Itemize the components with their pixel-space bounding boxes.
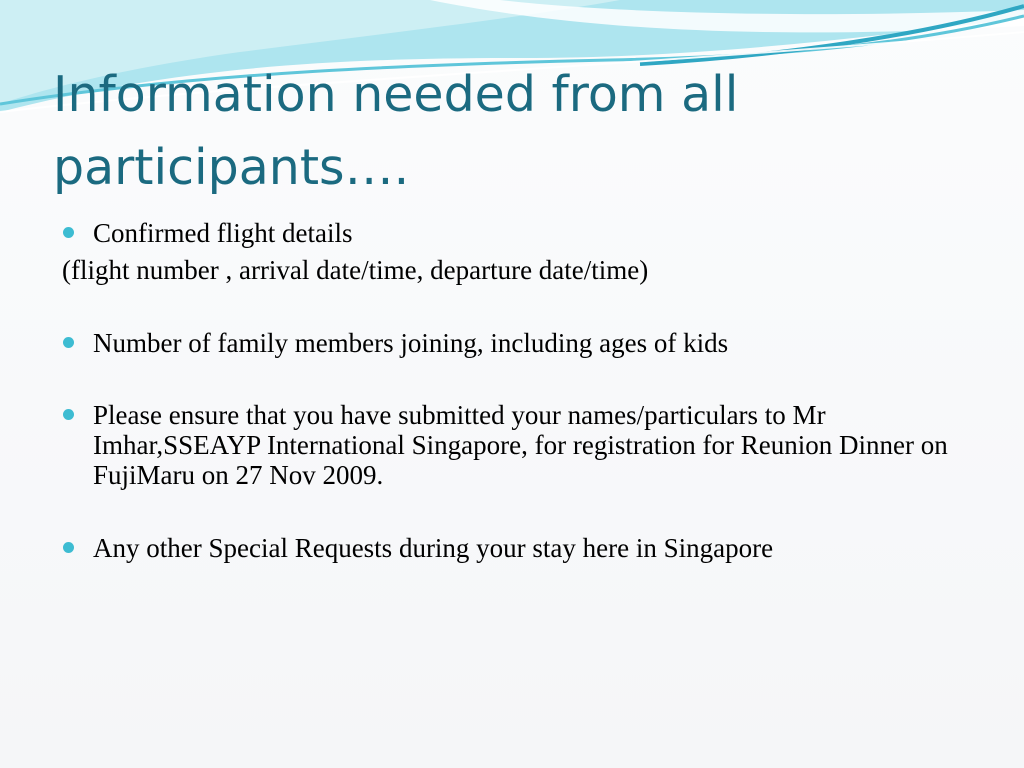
bullet-item-family-members [62, 328, 982, 358]
bullet-dot-icon [63, 409, 74, 420]
bullet-item-registration [62, 400, 982, 490]
bullet-item-flight-details [62, 218, 982, 248]
slide-body [62, 216, 982, 563]
bullet-text: Any other Special Requests during your stay here in Singapore [93, 533, 774, 563]
flight-details-note: (flight number , arrival date/time, departure date/time) [62, 255, 649, 285]
bullet-dot-icon [63, 337, 74, 348]
bullet-dot-icon [63, 542, 74, 553]
bullet-text: Confirmed flight details [93, 218, 353, 248]
bullet-dot-icon [63, 227, 74, 238]
bullet-item-special-requests [62, 533, 982, 563]
bullet-text: Please ensure that you have submitted your names/particulars to Mr Imhar,SSEAYP International Singapore, for registration for Reunion Dinner on FujiMaru on 27 Nov 2009. [93, 400, 948, 490]
slide-title: Information needed from all participants…. [53, 66, 739, 196]
bullet-text: Number of family members joining, including ages of kids [93, 328, 729, 358]
